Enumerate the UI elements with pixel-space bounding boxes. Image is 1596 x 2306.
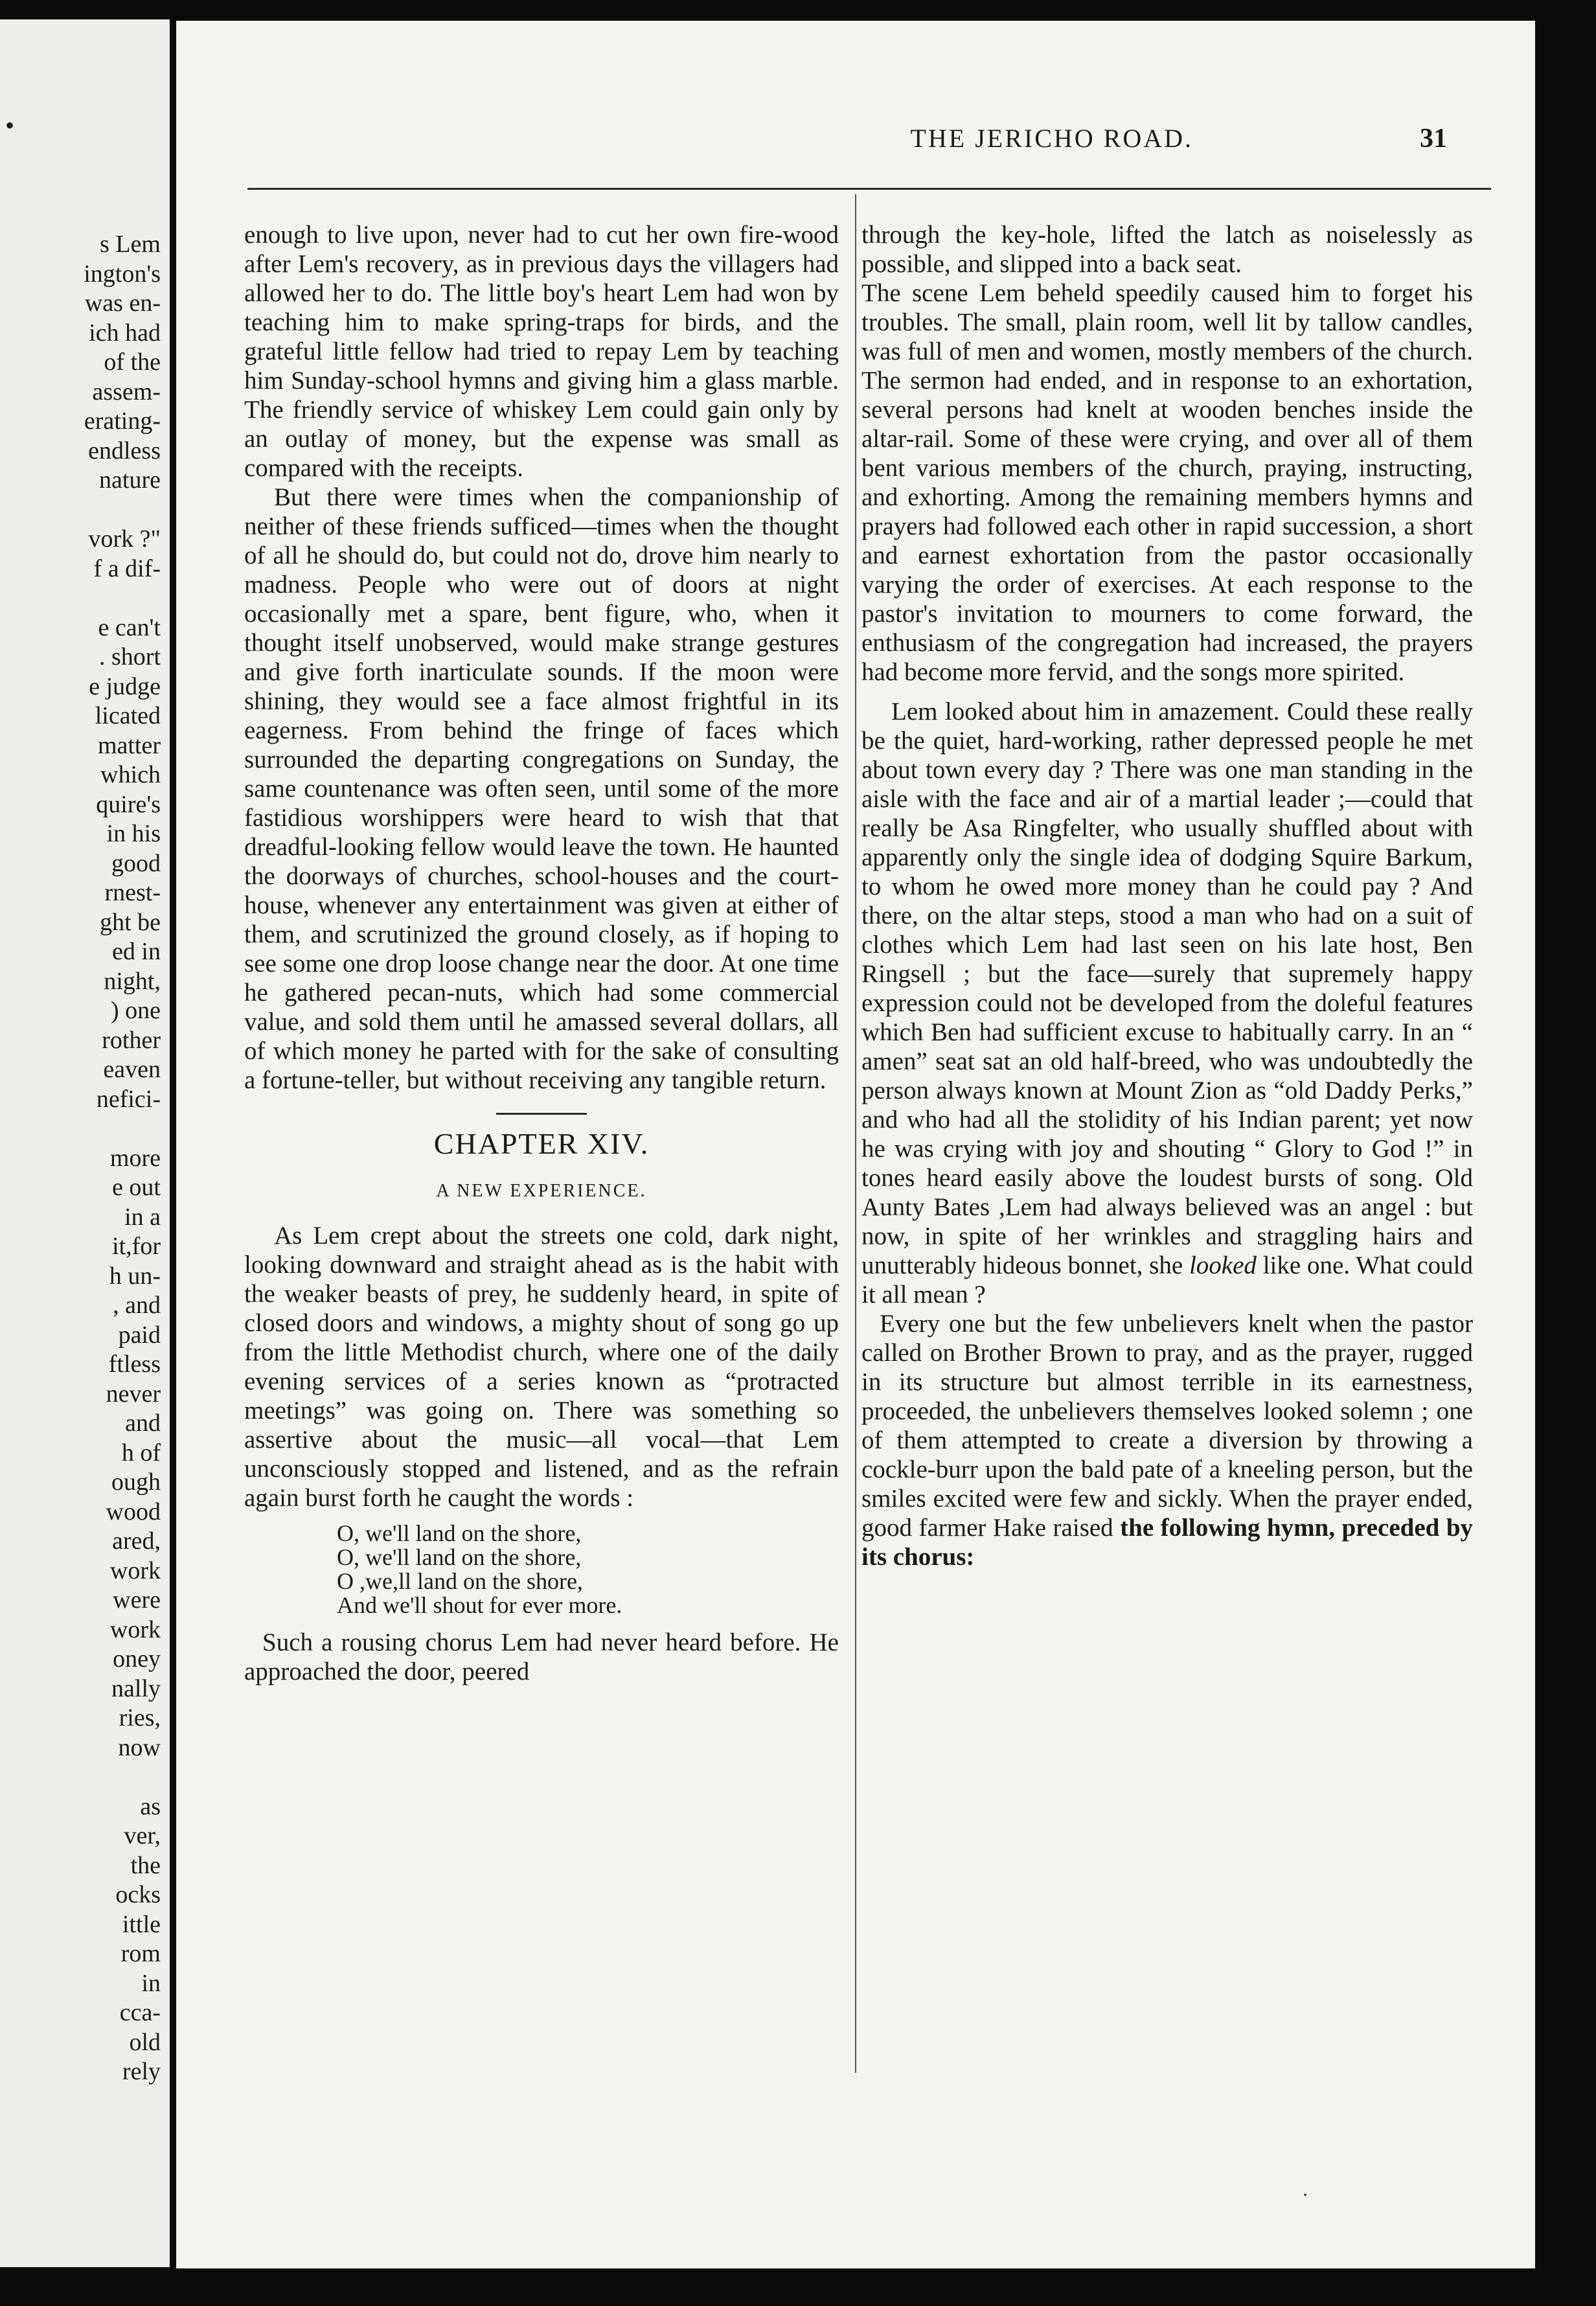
facing-page-line: ) one — [110, 997, 161, 1024]
facing-page-line: s Lem — [100, 231, 161, 258]
paragraph: Every one but the few unbelievers knelt when the pastor called on Brother Brown to pray, and as the prayer, rugged in its structure but almost terrible in its earnestness, proceeded, the unbelievers themselves looked solemn ; one of them attempted to create a diversion by throwing a cockle-burr upon the bald pate of a kneeling person, but the smiles excited were few and sickly. When the prayer ended, good farmer Hake raised the following hymn, preceded by its chorus: — [861, 1310, 1474, 1571]
facing-page-line: ocks — [115, 1881, 161, 1908]
facing-page-line: in his — [106, 820, 161, 847]
facing-page-line: ght be — [100, 908, 161, 936]
facing-page-line: in — [141, 1969, 161, 1997]
facing-page-line: ed in — [112, 938, 161, 965]
book-page — [176, 21, 1535, 2268]
facing-page-line: ittle — [122, 1910, 161, 1938]
facing-page-line: in a — [124, 1203, 161, 1231]
hymn-verse — [337, 1522, 839, 1617]
facing-page-line: work — [109, 1615, 161, 1643]
verse-line: And we'll shout for ever more. — [337, 1592, 622, 1618]
facing-page-line — [84, 1763, 161, 1792]
facing-page-line: cca- — [119, 1999, 161, 2026]
paragraph: enough to live upon, never had to cut her own fire-wood after Lem's recovery, as in previous days the villagers had allowed her to do. The little boy's heart Lem had won by teaching him to make spring-traps for birds, and the grateful little fellow had tried to repay Lem by teaching him Sunday-school hymns and giving him a glass marble. The friendly service of whiskey Lem could gain only by an outlay of money, but the expense was small as compared with the receipts. — [244, 221, 839, 482]
facing-page-line: nefici- — [96, 1085, 161, 1113]
facing-page-line: h un- — [109, 1262, 161, 1290]
facing-page-line: was en- — [84, 290, 161, 317]
facing-page-line: assem- — [92, 378, 161, 405]
paragraph: Lem looked about him in amazement. Could these really be the quiet, hard-working, rather depressed people he met about town every day ? There was one man standing in the aisle with the face and air of a martial leader ;—could that really be Asa Ringfelter, who usually shuffled about with apparently only the single idea of dodging Squire Barkum, to whom he owed more money than he could pay ? And there, on the altar steps, stood a man who had on a suit of clothes which Lem had last seen on his late host, Ben Ringsell ; but the face—surely that supremely happy expression could not be developed from the doleful features which Ben had sufficient excuse to habitually carry. In an “ amen” seat sat an old half-breed, who was undoubtedly the person always known at Mount Zion as “old Daddy Perks,” and who had all the stolidity of his Indian parent; yet now he was crying with joy and shouting “ Glory to God !” in tones heard easily above the loudest bursts of song. Old Aunty Bates ,Lem had always believed was an angel : but now, in spite of her wrinkles and straggling hairs and unutterably hideous bonnet, she looked like one. What could it all mean ? — [861, 698, 1473, 1308]
facing-page-line: e can't — [98, 613, 161, 641]
facing-page-line: more — [109, 1144, 161, 1172]
right-column — [861, 220, 1473, 1571]
left-column — [244, 220, 839, 1686]
printer-mark: · — [1302, 2184, 1308, 2206]
facing-page-line — [84, 496, 161, 525]
facing-page-line: rom — [120, 1940, 161, 1967]
facing-page-line: quire's — [96, 790, 161, 818]
facing-page-line: eaven — [103, 1056, 161, 1083]
section-rule — [496, 1113, 587, 1115]
facing-page-line: f a dif- — [93, 554, 161, 582]
facing-page-line — [84, 1114, 161, 1144]
facing-page-line: , and — [113, 1292, 161, 1319]
facing-page-line: night, — [104, 967, 161, 995]
facing-page-line: now — [118, 1733, 161, 1761]
facing-page-line: rother — [102, 1026, 161, 1054]
facing-page-line: rely — [122, 2058, 161, 2085]
facing-page-line: were — [113, 1586, 161, 1614]
facing-page-line: paid — [118, 1321, 161, 1349]
facing-page-line: nature — [99, 466, 161, 494]
facing-page-line: ough — [111, 1468, 161, 1496]
facing-page-line: and — [125, 1410, 161, 1437]
facing-page-text — [84, 230, 161, 2087]
running-head: THE JERICHO ROAD. — [910, 124, 1193, 153]
italic-emphasis: looked — [1189, 1251, 1257, 1279]
facing-page-fragment — [0, 19, 170, 2267]
verse-line: O ,we,ll land on the shore, — [337, 1568, 583, 1594]
facing-page-line — [84, 584, 161, 613]
facing-page-line: rnest- — [104, 879, 161, 906]
chapter-title: CHAPTER XIV. — [433, 1127, 650, 1160]
facing-page-line: ver, — [124, 1822, 161, 1849]
paragraph: through the key-hole, lifted the latch as noiselessly as possible, and slipped into a back seat. — [861, 221, 1473, 278]
facing-page-line: erating- — [84, 407, 161, 435]
facing-page-line: ftless — [108, 1351, 161, 1378]
column-divider — [855, 194, 856, 2073]
chapter-subtitle: A NEW EXPERIENCE. — [436, 1181, 647, 1201]
paragraph: As Lem crept about the streets one cold, dark night, looking downward and straight ahead as is the habit with the weaker beasts of prey, he suddenly heard, in spite of closed doors and windows, a mighty shout of song go up from the little Methodist church, where one of the daily evening services of a series known as “protracted meetings” was going on. There was something so assertive about the music—all vocal—that Lem unconsciously stopped and listened, and as the refrain again burst forth he caught the words : — [244, 1222, 839, 1512]
page-number: 31 — [1420, 124, 1447, 154]
facing-page-line: it,for — [112, 1233, 161, 1260]
facing-page-line: which — [100, 761, 161, 788]
facing-page-line: of the — [104, 348, 161, 376]
facing-page-line: ries, — [119, 1704, 161, 1731]
verse-line: O, we'll land on the shore, — [337, 1544, 582, 1570]
facing-page-mark: • — [5, 111, 15, 140]
verse-line: O, we'll land on the shore, — [337, 1520, 582, 1546]
paragraph: The scene Lem beheld speedily caused him to forget his troubles. The small, plain room, well lit by tallow candles, was full of men and women, mostly members of the church. The sermon had ended, and in response to an exhortation, several persons had knelt at wooden benches inside the altar-rail. Some of these were crying, and over all of them bent various members of the church, praying, instructing, and exhorting. Among the remaining members hymns and prayers had followed each other in rapid succession, a short and earnest exhortation from the pastor occasionally varying the order of exercises. At each response to the pastor's invitation to mourners to come forward, the enthusiasm of the congregation had increased, the prayers had become more fervid, and the songs more spirited. — [861, 279, 1473, 686]
facing-page-line: endless — [88, 437, 161, 464]
facing-page-line: ich had — [89, 319, 161, 347]
facing-page-line: wood — [106, 1498, 161, 1525]
facing-page-line: never — [106, 1380, 161, 1408]
facing-page-line: oney — [113, 1645, 161, 1672]
facing-page-line: e out — [112, 1174, 161, 1201]
facing-page-line: work — [109, 1557, 161, 1584]
facing-page-line: vork ?" — [88, 525, 161, 553]
facing-page-line: ared, — [112, 1527, 161, 1555]
facing-page-line: good — [111, 849, 161, 877]
facing-page-line: matter — [97, 731, 161, 759]
facing-page-line: old — [129, 2028, 161, 2056]
facing-page-line: licated — [95, 702, 161, 729]
facing-page-line: as — [140, 1792, 161, 1820]
facing-page-line: . short — [99, 643, 161, 670]
paragraph: Such a rousing chorus Lem had never heard before. He approached the door, peered — [244, 1628, 839, 1685]
header-rule — [247, 188, 1491, 190]
facing-page-line: e judge — [89, 672, 161, 700]
facing-page-line: h of — [121, 1439, 161, 1467]
facing-page-line: nally — [111, 1674, 161, 1702]
paragraph: But there were times when the companionship of neither of these friends sufficed—times when the thought of all he should do, but could not do, drove him nearly to madness. People who were out of doors at night occasionally met a spare, bent figure, who, when it thought itself unobserved, would make strange gestures and give forth inarticulate sounds. If the moon were shining, they would see a face almost frightful in its eagerness. From behind the fringe of faces which surrounded the departing congregations on Sunday, the same countenance was often seen, until some of the more fastidious worshippers were heard to wish that that dreadful-looking fellow would leave the town. He haunted the doorways of churches, school-houses and the court-house, whenever any entertainment was given at either of them, and scrutinized the ground closely, as if hoping to see some one drop loose change near the door. At one time he gathered pecan-nuts, which had some commercial value, and sold them until he amassed several dollars, all of which money he parted with for the sake of consulting a fortune-teller, but without receiving any tangible return. — [244, 483, 839, 1094]
facing-page-line: the — [130, 1851, 161, 1879]
facing-page-line: ington's — [84, 260, 161, 288]
